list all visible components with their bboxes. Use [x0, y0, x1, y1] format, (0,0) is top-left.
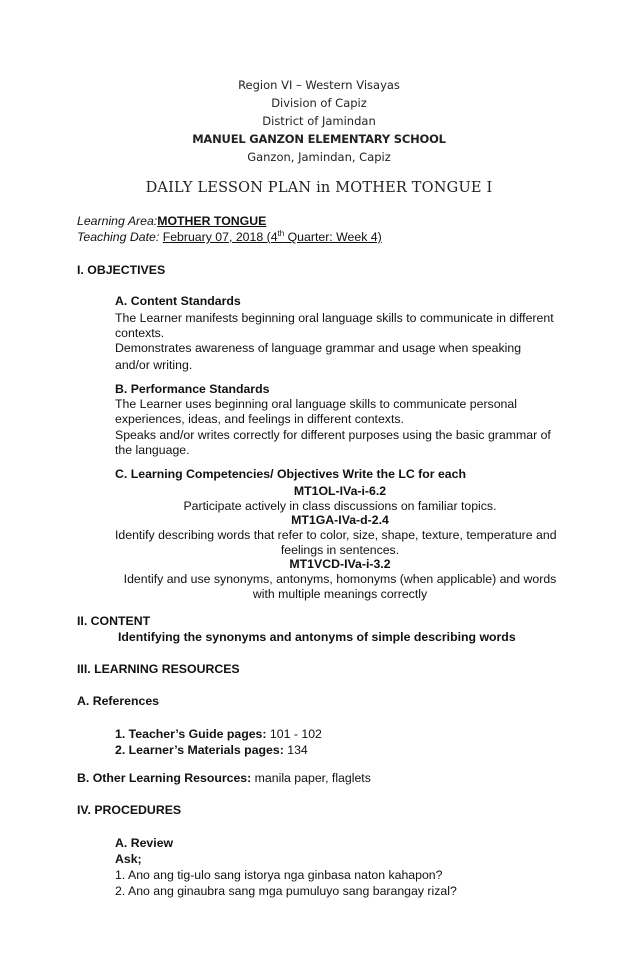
content-heading: II. CONTENT: [77, 614, 151, 628]
learners-materials-value: 134: [283, 743, 308, 757]
performance-standards-line: Speaks and/or writes correctly for different purposes using the basic grammar of: [115, 428, 551, 442]
teaching-date-post: Quarter: Week 4): [284, 230, 382, 244]
competency-text: with multiple meanings correctly: [252, 587, 428, 601]
learning-area-value: MOTHER TONGUE: [157, 214, 267, 228]
other-resources-line: [77, 771, 371, 786]
content-standards-line: The Learner manifests beginning oral language skills to communicate in different: [115, 311, 554, 325]
teaching-date-pre: February 07, 2018 (4: [162, 230, 278, 244]
teaching-date-value: [163, 230, 382, 244]
header-address: Ganzon, Jamindan, Capiz: [247, 150, 391, 164]
competency-code: MT1OL-IVa-i-6.2: [293, 484, 387, 498]
performance-standards-heading: B. Performance Standards: [115, 382, 270, 396]
teaching-date-line: [77, 230, 382, 245]
references-heading: A. References: [77, 694, 160, 708]
competencies-heading: C. Learning Competencies/ Objectives Write the LC for each: [115, 467, 467, 481]
learners-materials-line: [115, 743, 308, 758]
learning-area-label: Learning Area:: [77, 214, 158, 228]
content-standards-line: contexts.: [115, 326, 165, 340]
competency-code: MT1GA-IVa-d-2.4: [291, 513, 389, 527]
performance-standards-line: experiences, ideas, and feelings in different contexts.: [115, 412, 404, 426]
learning-area-line: [77, 214, 266, 229]
header-school: MANUEL GANZON ELEMENTARY SCHOOL: [192, 132, 446, 146]
teachers-guide-label: 1. Teacher’s Guide pages:: [115, 727, 267, 741]
content-standards-line: and/or writing.: [115, 358, 193, 372]
competency-text: Identify and use synonyms, antonyms, homonyms (when applicable) and words: [123, 572, 557, 586]
review-question: 2. Ano ang ginaubra sang mga pumuluyo sang barangay rizal?: [115, 884, 457, 898]
other-resources-value: manila paper, flaglets: [251, 771, 371, 785]
performance-standards-line: The Learner uses beginning oral language skills to communicate personal: [115, 397, 517, 411]
procedures-heading: IV. PROCEDURES: [77, 803, 182, 817]
teachers-guide-line: [115, 727, 322, 742]
review-question: 1. Ano ang tig-ulo sang istorya nga ginbasa naton kahapon?: [115, 868, 443, 882]
content-standards-line: Demonstrates awareness of language grammar and usage when speaking: [115, 341, 522, 355]
teachers-guide-value: 101 - 102: [266, 727, 322, 741]
teaching-date-sup: th: [277, 228, 285, 238]
teaching-date-label: Teaching Date:: [77, 230, 163, 244]
other-resources-label: B. Other Learning Resources:: [77, 771, 252, 785]
performance-standards-line: the language.: [115, 443, 190, 457]
competency-text: feelings in sentences.: [280, 543, 400, 557]
document-title: DAILY LESSON PLAN in MOTHER TONGUE I: [145, 180, 493, 196]
content-standards-heading: A. Content Standards: [115, 294, 241, 308]
competency-text: Identify describing words that refer to color, size, shape, texture, temperature and: [115, 528, 557, 542]
content-topic: Identifying the synonyms and antonyms of simple describing words: [118, 630, 516, 644]
objectives-heading: I. OBJECTIVES: [77, 263, 166, 277]
header-district: District of Jamindan: [262, 114, 376, 128]
learners-materials-label: 2. Learner’s Materials pages:: [115, 743, 284, 757]
review-heading: A. Review: [115, 836, 174, 850]
competency-code: MT1VCD-IVa-i-3.2: [289, 557, 391, 571]
ask-label: Ask;: [115, 852, 142, 866]
resources-heading: III. LEARNING RESOURCES: [77, 662, 240, 676]
header-division: Division of Capiz: [271, 96, 367, 110]
header-region: Region VI – Western Visayas: [238, 78, 400, 92]
competency-text: Participate actively in class discussions on familiar topics.: [183, 499, 497, 513]
